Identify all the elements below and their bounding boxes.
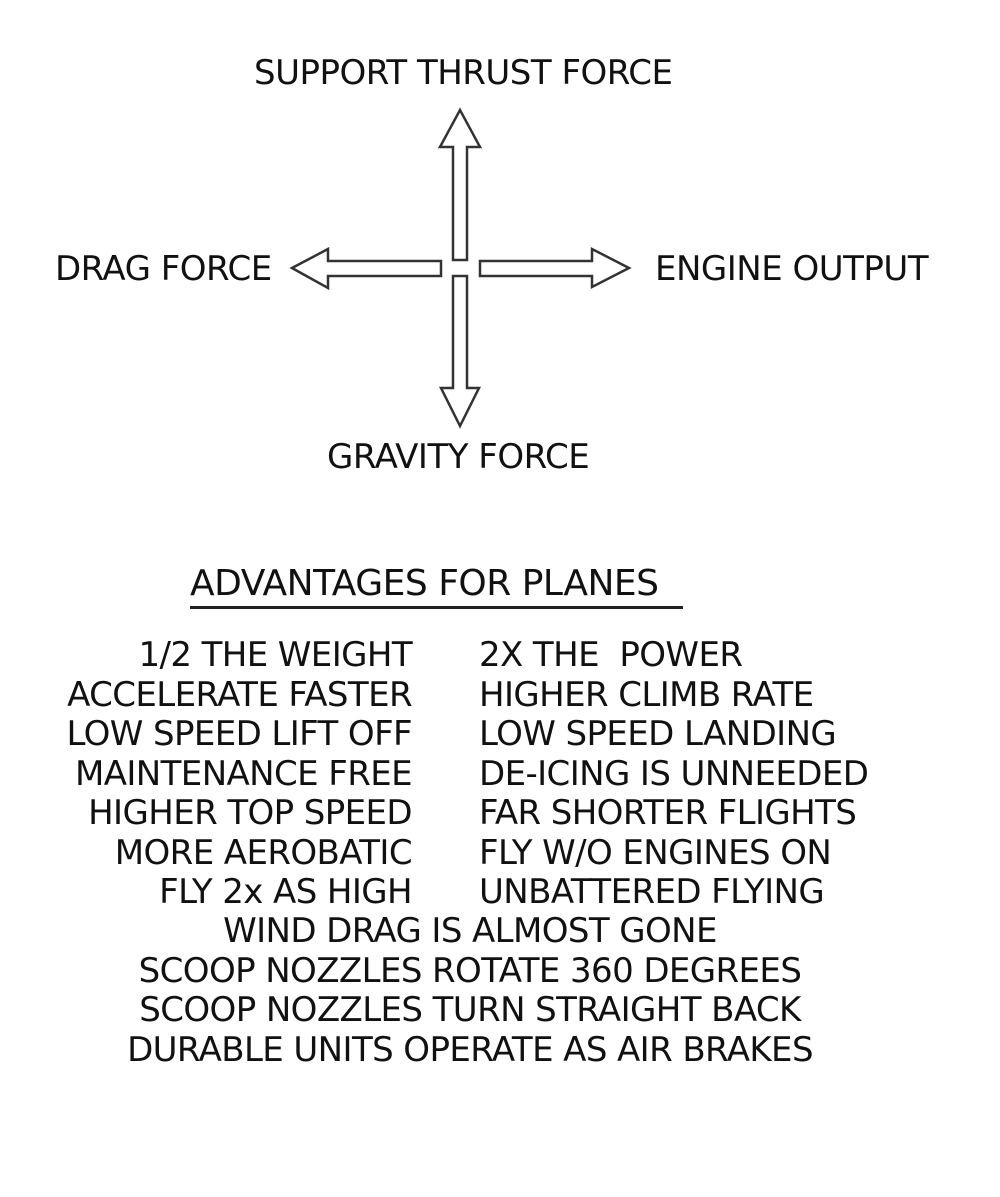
support-thrust-force-label: SUPPORT THRUST FORCE <box>254 53 673 93</box>
list-item: ACCELERATE FASTER <box>67 674 412 715</box>
force-arrows-diagram <box>0 0 1000 500</box>
list-item: SCOOP NOZZLES TURN STRAIGHT BACK <box>139 990 801 1030</box>
engine-output-label: ENGINE OUTPUT <box>655 249 929 289</box>
title-underline <box>190 606 683 609</box>
list-item: FLY 2x AS HIGH <box>159 872 412 912</box>
right-arrow-icon <box>480 249 629 287</box>
list-item: WIND DRAG IS ALMOST GONE <box>223 911 717 951</box>
list-item: LOW SPEED LANDING <box>479 714 837 754</box>
advantages-right-column <box>479 636 868 913</box>
left-arrow-icon <box>292 249 441 288</box>
up-arrow-icon <box>440 110 480 260</box>
list-item: LOW SPEED LIFT OFF <box>66 714 412 754</box>
advantages-title: ADVANTAGES FOR PLANES <box>190 563 659 604</box>
down-arrow-icon <box>441 276 479 426</box>
list-item: SCOOP NOZZLES ROTATE 360 DEGREES <box>138 950 802 991</box>
list-item: FAR SHORTER FLIGHTS <box>479 793 857 833</box>
list-item: FLY W/O ENGINES ON <box>479 832 832 873</box>
list-item: 2X THE POWER <box>479 635 743 675</box>
list-item: DE-ICING IS UNNEEDED <box>479 753 869 794</box>
list-item: DURABLE UNITS OPERATE AS AIR BRAKES <box>127 1029 813 1070</box>
list-item: UNBATTERED FLYING <box>479 872 825 912</box>
gravity-force-label: GRAVITY FORCE <box>327 437 590 477</box>
list-item: MORE AEROBATIC <box>114 832 412 873</box>
list-item: MAINTENANCE FREE <box>74 753 412 794</box>
drag-force-label: DRAG FORCE <box>55 249 272 289</box>
advantages-centered-list <box>0 912 940 1070</box>
list-item: HIGHER CLIMB RATE <box>479 674 814 715</box>
advantages-left-column <box>66 636 412 913</box>
list-item: HIGHER TOP SPEED <box>88 793 412 833</box>
list-item: 1/2 THE WEIGHT <box>138 635 412 675</box>
